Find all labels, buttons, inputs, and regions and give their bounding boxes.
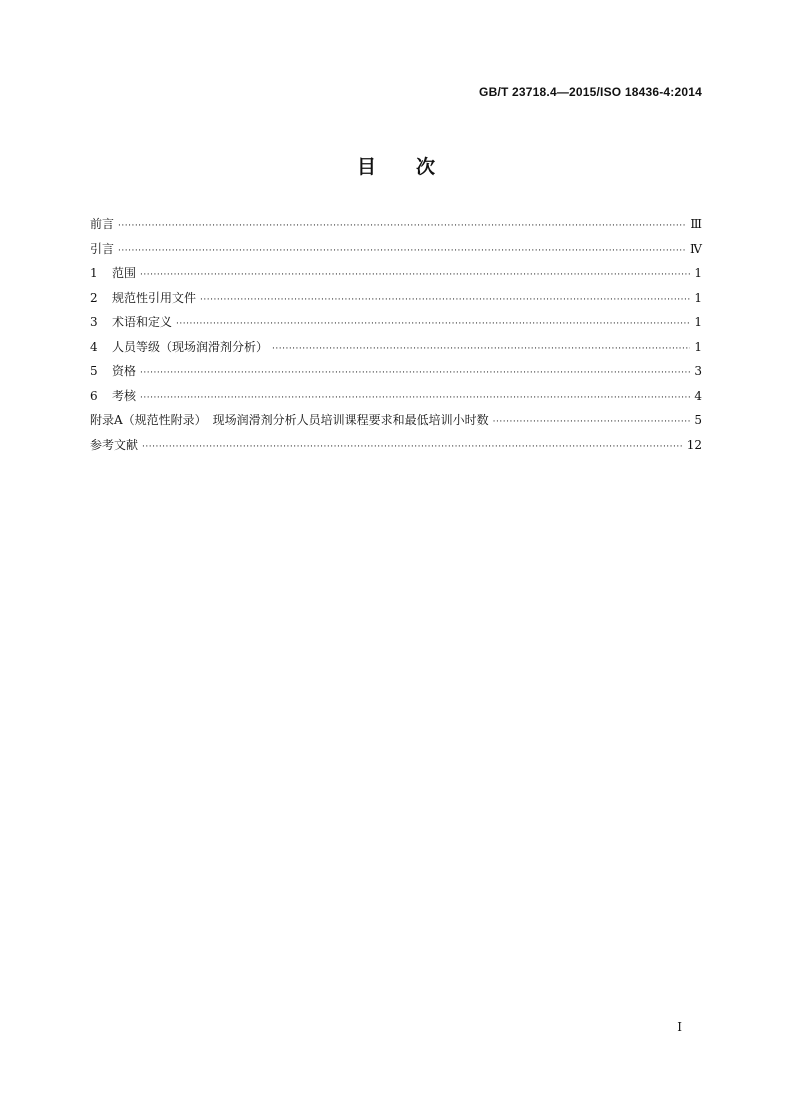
page-title-part1: 目 — [356, 156, 376, 178]
toc-entry-page: 5 — [694, 413, 702, 427]
toc-leader-dots — [140, 365, 690, 381]
toc-entry-number: 3 — [90, 315, 98, 329]
toc-entry-qualifications[interactable] — [90, 363, 702, 388]
toc-entry-page: Ⅲ — [690, 217, 702, 231]
table-of-contents — [90, 216, 702, 461]
toc-entry-page: 1 — [694, 315, 702, 329]
toc-entry-label: 前言 — [90, 217, 115, 231]
toc-leader-dots — [118, 218, 686, 234]
toc-entry-label: 附录A（规范性附录） 现场润滑剂分析人员培训课程要求和最低培训小时数 — [90, 413, 489, 427]
toc-entry-introduction[interactable] — [90, 241, 702, 266]
toc-entry-number: 4 — [90, 339, 98, 354]
toc-entry-label: 考核 — [112, 388, 137, 403]
toc-entry-normative-references[interactable] — [90, 290, 702, 315]
toc-entry-number: 1 — [90, 266, 98, 280]
page-title — [0, 152, 792, 179]
toc-leader-dots — [176, 316, 690, 332]
toc-entry-number: 6 — [90, 388, 98, 403]
toc-entry-number: 5 — [90, 364, 98, 378]
toc-entry-label: 规范性引用文件 — [112, 290, 197, 305]
toc-entry-page: 4 — [694, 388, 702, 403]
standard-code-header: GB/T 23718.4—2015/ISO 18436-4:2014 — [479, 85, 702, 99]
toc-entry-label: 人员等级（现场润滑剂分析） — [112, 339, 269, 354]
toc-entry-label: 参考文献 — [90, 437, 139, 452]
toc-leader-dots — [493, 414, 691, 430]
toc-entry-page: Ⅳ — [690, 241, 702, 256]
toc-entry-scope[interactable] — [90, 265, 702, 290]
toc-entry-examination[interactable] — [90, 388, 702, 413]
toc-entry-page: 1 — [694, 290, 702, 305]
page-title-part2: 次 — [416, 156, 436, 178]
toc-entry-page: 12 — [686, 437, 702, 452]
toc-leader-dots — [118, 243, 686, 259]
toc-leader-dots — [272, 341, 690, 357]
toc-leader-dots — [140, 390, 690, 406]
toc-entry-label: 引言 — [90, 241, 115, 256]
toc-entry-page: 3 — [694, 364, 702, 378]
toc-entry-bibliography[interactable] — [90, 437, 702, 462]
toc-entry-page: 1 — [694, 339, 702, 354]
page-number: Ⅰ — [677, 1020, 682, 1034]
toc-entry-label: 资格 — [112, 364, 137, 378]
toc-entry-label: 术语和定义 — [112, 315, 173, 329]
toc-leader-dots — [140, 267, 690, 283]
toc-leader-dots — [142, 439, 683, 455]
toc-entry-annex-a[interactable] — [90, 412, 702, 437]
toc-entry-personnel-levels[interactable] — [90, 339, 702, 364]
toc-leader-dots — [200, 292, 690, 308]
toc-entry-page: 1 — [694, 266, 702, 280]
toc-entry-number: 2 — [90, 290, 98, 305]
toc-entry-foreword[interactable] — [90, 216, 702, 241]
toc-entry-label: 范围 — [112, 266, 137, 280]
toc-entry-terms-definitions[interactable] — [90, 314, 702, 339]
